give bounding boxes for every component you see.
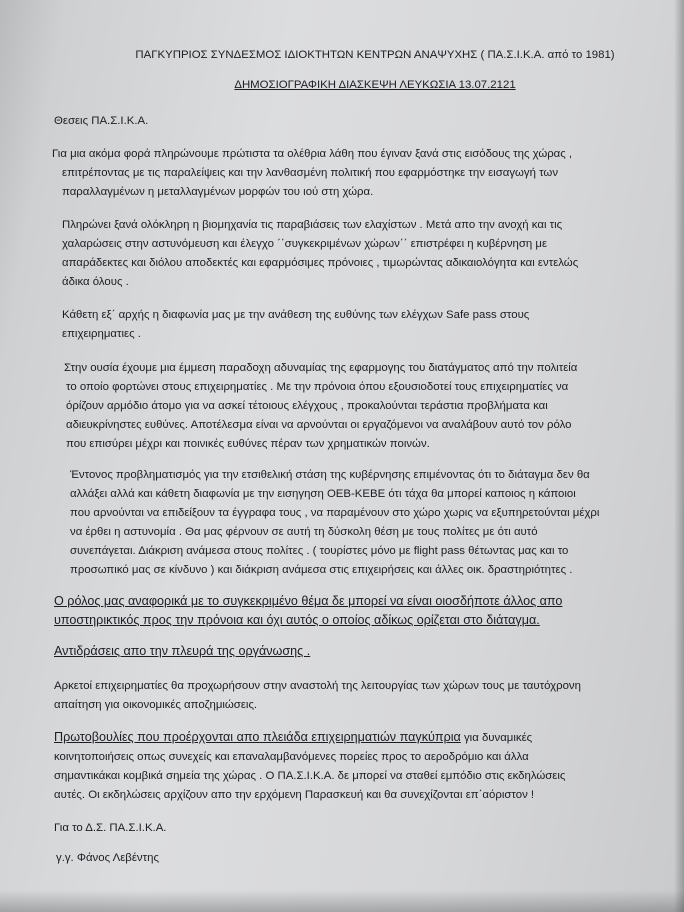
paragraph-line: Στην ουσία έχουμε μια έμμεση παραδοχη αδυναμίας της εφαρμογης του διατάγματος από την πολιτεία [64,362,578,374]
paragraph-line: επιτρέποντας με τις παραλείψεις και την λανθασμένη πολιτική που εφαρμόστηκε την εισαγωγή των [62,167,559,179]
press-statement [52,46,662,868]
organization-title: ΠΑΓΚΥΠΡΙΟΣ ΣΥΝΔΕΣΜΟΣ ΙΔΙΟΚΤΗΤΩΝ ΚΕΝΤΡΩΝ ΑΝΑΨΥΧΗΣ ( ΠΑ.Σ.Ι.Κ.Α. από το 1981) [135,49,615,61]
page-bottom-shadow [0,890,684,912]
paragraph-line: κοινητοποιήσεις οπως συνεχείς και επαναλαμβανόμενες πορείες προς το αεροδρόμιο και άλλα [54,751,529,763]
initiatives-underlined: Πρωτοβουλίες που προέρχονται απο πλειάδα επιχειρηματιών παγκύπρια [54,730,461,744]
paragraph-line: παραλλαγμένων η μεταλλαγμένων μορφών του ιού στη χώρα. [62,186,374,198]
paragraph-line: να έρθει η αστυνομία . Θα μας φέρνουν σε αυτή τη δύσκολη θέση με τους πολίτες με ότι αυτό [70,526,538,538]
paragraph-line: το οποίο φορτώνει στους επιχειρηματίες . Με την πρόνοια όπου εξουσιοδοτεί τους επιχειρηματίες να [66,381,569,393]
paragraph-line: Για μια ακόμα φορά πληρώνουμε πρώτιστα τα ολέθρια λάθη που έγιναν ξανά στις εισόδους της χώρας , [52,148,573,160]
paragraph-line: απαράδεκτες και διόλου αποδεκτές και εφαρμόσιμες πρόνοιες , τιμωρώντας αδικαιολόγητα και εντελώς [62,257,579,269]
paragraph-8 [52,677,662,715]
paragraph-line: χαλαρώσεις στην αστυνόμευση και έλεγχο ΄΄συγκεκριμένων χώρων΄΄ επιστρέφει η κυβέρνηση με [62,238,548,250]
paragraph-line: αδιευκρίνηστες ευθύνες. Αποτέλεσμα είναι να αρνούνται οι εργαζόμενοι να αναλάβουν αυτό τον ρόλο [66,419,572,431]
paragraph-line: απαίτηση για οικονομικές αποζημιώσεις. [54,699,258,711]
paragraph-line: Αντιδράσεις απο την πλευρά της οργάνωσης . [54,644,311,658]
initiatives-tail: για δυναμικές [460,732,533,744]
page-shadow-edge [674,0,684,912]
paragraph-line: όρίζουν αρμόδιο άτομο για να ασκεί τέτοιους ελέγχους , προκαλούνται τεράστια προβλήματα και [66,400,548,412]
press-conference-heading: ΔΗΜΟΣΙΟΓΡΑΦΙΚΗ ΔΙΑΣΚΕΨΗ ΛΕΥΚΩΣΙΑ 13.07.2121 [234,79,516,91]
paragraph-3 [52,306,662,344]
reactions-heading [52,642,662,661]
paragraph-line: Κάθετη εξ΄ αρχής η διαφωνία μας με την ανάθεση της ευθύνης των ελέγχων Safe pass στους [62,309,530,321]
paragraph-line: που επισύρει μέχρι και ποινικές ευθύνες πέραν των χρηματικών ποινών. [66,438,430,450]
paragraph-2 [52,216,662,292]
paragraph-line: Αρκετοί επιχειρηματίες θα προχωρήσουν στην αναστολή της λειτουργίας των χώρων τους με ταυτόχρονη [54,680,581,692]
signer: γ.γ. Φάνος Λεβέντης [56,852,159,864]
paragraph-5 [52,466,662,580]
paragraph-line: αυτές. Οι εκδηλώσεις αρχίζουν απο την ερχόμενη Παρασκευή και θα συνεχίζονται επ΄αόριστον ! [54,789,535,801]
paragraph-line: προσωπικό μας σε κίνδυνο ) και διάκριση ανάμεσα στις επιχειρήσεις και άλλες οικ. δραστηριότητες . [70,564,573,576]
positions-heading: Θεσεις ΠΑ.Σ.Ι.Κ.Α. [54,115,149,127]
paragraph-line: Πληρώνει ξανά ολόκληρη η βιομηχανία τις παραβιάσεις των ελαχίστων . Μετά απο την ανοχή και τις [62,219,563,231]
signoff: Για το Δ.Σ. ΠΑ.Σ.Ι.Κ.Α. [54,822,167,834]
paragraph-9 [52,728,662,805]
paragraph-line: Ο ρόλος μας αναφορικά με το συγκεκριμένο θέμα δε μπορεί να είναι οιοσδήποτε άλλος απο [54,594,563,608]
paragraph-6-role-statement [52,592,662,630]
paragraph-4 [52,359,662,454]
paragraph-line: υποστηρικτικός προς την πρόνοια και όχι αυτός ο οποίος αδίκως ορίζεται στο διάταγμα. [54,613,540,627]
paragraph-line: που αρνούνται να επιδείξουν τα έγγραφα τους , να παραμένουν στο χώρο χωρις να εξυπηρετούνται μέχρι [70,507,600,519]
paragraph-line: συνεπάγεται. Διάκριση ανάμεσα στους πολίτες . ( τουρίστες μόνο με flight pass θέτωντας μας και το [70,545,569,557]
paragraph-line: άδικα όλους . [62,276,129,288]
paragraph-line: σημαντικάκαι κομβικά σημεία της χώρας . Ο ΠΑ.Σ.Ι.Κ.Α. δε μπορεί να σταθεί εμπόδιο στις εκδηλώσεις [54,770,566,782]
paragraph-line: αλλάξει αλλά και κάθετη διαφωνία με την εισηγηση ΟΕΒ-ΚΕΒΕ ότι τάχα θα μπορεί καποιος η κάποιοι [70,488,576,500]
paragraph-line: επιχειρηματιες . [62,328,141,340]
paragraph-line [54,728,662,748]
paragraph-1 [52,145,662,202]
paragraph-line: Έντονος προβληματισμός για την ετσιθελική στάση της κυβέρνησης επιμένοντας ότι το διάταγμα δεν θα [70,469,590,481]
